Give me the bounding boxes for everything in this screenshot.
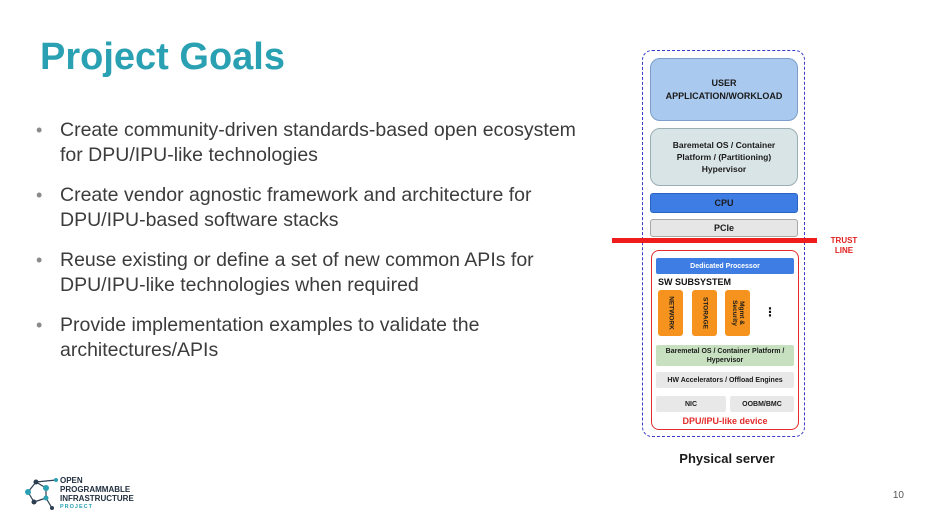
- hw-accelerators-label: HW Accelerators / Offload Engines: [667, 376, 783, 384]
- more-ellipsis: ⋮: [764, 305, 776, 319]
- goals-list: [36, 118, 596, 378]
- list-item: [36, 118, 596, 168]
- pcie-label: PCIe: [713, 223, 734, 233]
- mgmt-security-label: Mgmt & Security: [730, 300, 745, 326]
- bullet-text: Reuse existing or define a set of new common APIs for DPU/IPU-like technologies when required: [60, 249, 534, 296]
- logo-line: PROJECT: [60, 504, 93, 510]
- trust-line-label: [828, 236, 860, 256]
- trust-line: [612, 238, 817, 243]
- sw-subsystem-title: SW SUBSYSTEM: [658, 277, 732, 287]
- bullet-marker: •: [36, 315, 43, 335]
- user-application-box: [650, 58, 798, 121]
- device-os-box: [656, 345, 794, 366]
- network-label: NETWORK: [667, 296, 674, 330]
- pcie-box: [650, 219, 798, 237]
- oobm-label: OOBM/BMC: [742, 400, 782, 408]
- logo-line: INFRASTRUCTURE: [60, 494, 134, 503]
- logo-line: PROGRAMMABLE: [60, 485, 131, 494]
- trust-line-text: TRUST LINE: [830, 236, 858, 255]
- nic-label: NIC: [684, 400, 698, 408]
- storage-label: STORAGE: [701, 296, 708, 330]
- oobm-box: [730, 396, 794, 412]
- hw-accelerators-box: [656, 372, 794, 388]
- bullet-text: Provide implementation examples to validate the architectures/APIs: [60, 314, 480, 361]
- mgmt-security-column: [725, 290, 750, 336]
- bullet-text: Create community-driven standards-based open ecosystem for DPU/IPU-like technologies: [60, 119, 576, 166]
- cpu-box: [650, 193, 798, 213]
- logo-wordmark: [60, 476, 134, 512]
- slide-title: Project Goals: [40, 36, 285, 78]
- page-number: 10: [892, 490, 904, 501]
- list-item: [36, 183, 596, 233]
- bullet-marker: •: [36, 250, 43, 270]
- cpu-label: CPU: [714, 198, 734, 208]
- dedicated-processor-box: [656, 258, 794, 274]
- bullet-marker: •: [36, 120, 43, 140]
- dedicated-processor-label: Dedicated Processor: [690, 262, 760, 270]
- device-os-label: Baremetal OS / Container Platform / Hypervisor: [665, 347, 785, 364]
- list-item: [36, 248, 596, 298]
- logo-line: OPEN: [60, 476, 83, 485]
- host-os-box: [650, 128, 798, 186]
- storage-column: [692, 290, 717, 336]
- host-os-label: Baremetal OS / Container Platform / (Partitioning) Hypervisor: [672, 140, 776, 174]
- server-caption: Physical server: [679, 451, 775, 466]
- device-label: DPU/IPU-like device: [682, 416, 768, 426]
- user-application-label: USER APPLICATION/WORKLOAD: [665, 77, 783, 101]
- network-column: [658, 290, 683, 336]
- bullet-text: Create vendor agnostic framework and architecture for DPU/IPU-based software stacks: [60, 184, 532, 231]
- bullet-marker: •: [36, 185, 43, 205]
- nic-box: [656, 396, 726, 412]
- list-item: [36, 313, 596, 363]
